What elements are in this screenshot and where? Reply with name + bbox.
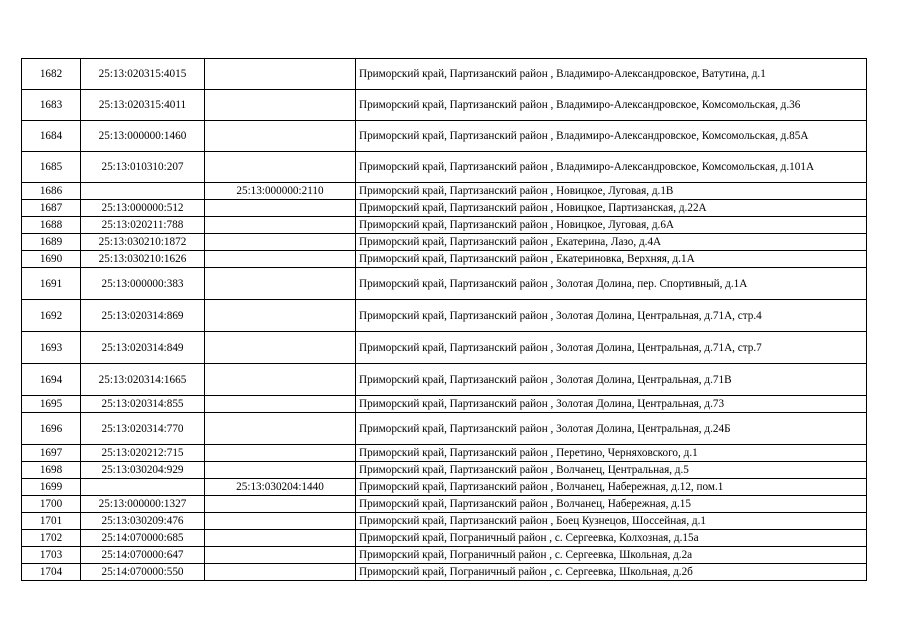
address-cell: Приморский край, Партизанский район , Золотая Долина, пер. Спортивный, д.1А: [356, 268, 867, 300]
related-cadastral-number-cell: [205, 121, 356, 152]
address-cell: Приморский край, Партизанский район , Волчанец, Набережная, д.15: [356, 496, 867, 513]
table-row: [22, 445, 867, 462]
table-row: [22, 234, 867, 251]
cadastral-number-cell: [81, 183, 205, 200]
cadastral-number-cell: 25:13:020314:1665: [81, 364, 205, 396]
table-row: [22, 59, 867, 90]
address-cell: Приморский край, Партизанский район , Владимиро-Александровское, Комсомольская, д.101А: [356, 152, 867, 183]
row-number-cell: 1692: [22, 300, 81, 332]
related-cadastral-number-cell: [205, 90, 356, 121]
cadastral-number-cell: 25:13:030210:1872: [81, 234, 205, 251]
related-cadastral-number-cell: [205, 445, 356, 462]
related-cadastral-number-cell: [205, 234, 356, 251]
table-row: [22, 121, 867, 152]
address-cell: Приморский край, Партизанский район , Золотая Долина, Центральная, д.71А, стр.7: [356, 332, 867, 364]
row-number-cell: 1682: [22, 59, 81, 90]
cadastral-number-cell: [81, 479, 205, 496]
address-cell: Приморский край, Партизанский район , Золотая Долина, Центральная, д.73: [356, 396, 867, 413]
address-cell: Приморский край, Партизанский район , Владимиро-Александровское, Комсомольская, д.36: [356, 90, 867, 121]
row-number-cell: 1684: [22, 121, 81, 152]
table-row: [22, 217, 867, 234]
table-row: [22, 90, 867, 121]
cadastral-number-cell: 25:13:020315:4015: [81, 59, 205, 90]
address-cell: Приморский край, Пограничный район , с. Сергеевка, Школьная, д.2б: [356, 564, 867, 581]
cadastral-number-cell: 25:14:070000:550: [81, 564, 205, 581]
table-row: [22, 200, 867, 217]
row-number-cell: 1687: [22, 200, 81, 217]
address-cell: Приморский край, Партизанский район , Новицкое, Партизанская, д.22А: [356, 200, 867, 217]
address-cell: Приморский край, Партизанский район , Золотая Долина, Центральная, д.71А, стр.4: [356, 300, 867, 332]
table-body: [22, 59, 867, 581]
table-row: [22, 564, 867, 581]
table-row: [22, 396, 867, 413]
related-cadastral-number-cell: 25:13:000000:2110: [205, 183, 356, 200]
row-number-cell: 1688: [22, 217, 81, 234]
cadastral-number-cell: 25:13:000000:512: [81, 200, 205, 217]
cadastral-number-cell: 25:13:020314:849: [81, 332, 205, 364]
table-row: [22, 251, 867, 268]
row-number-cell: 1703: [22, 547, 81, 564]
cadastral-number-cell: 25:13:030209:476: [81, 513, 205, 530]
address-cell: Приморский край, Партизанский район , Владимиро-Александровское, Ватутина, д.1: [356, 59, 867, 90]
cadastral-number-cell: 25:13:020211:788: [81, 217, 205, 234]
related-cadastral-number-cell: [205, 332, 356, 364]
row-number-cell: 1698: [22, 462, 81, 479]
related-cadastral-number-cell: 25:13:030204:1440: [205, 479, 356, 496]
address-cell: Приморский край, Партизанский район , Золотая Долина, Центральная, д.24Б: [356, 413, 867, 445]
cadastral-number-cell: 25:14:070000:647: [81, 547, 205, 564]
related-cadastral-number-cell: [205, 200, 356, 217]
table-row: [22, 364, 867, 396]
table-row: [22, 332, 867, 364]
related-cadastral-number-cell: [205, 268, 356, 300]
related-cadastral-number-cell: [205, 251, 356, 268]
row-number-cell: 1704: [22, 564, 81, 581]
cadastral-number-cell: 25:13:020314:869: [81, 300, 205, 332]
address-cell: Приморский край, Партизанский район , Новицкое, Луговая, д.1В: [356, 183, 867, 200]
address-cell: Приморский край, Партизанский район , Владимиро-Александровское, Комсомольская, д.85А: [356, 121, 867, 152]
cadastral-number-cell: 25:13:030204:929: [81, 462, 205, 479]
cadastral-number-cell: 25:14:070000:685: [81, 530, 205, 547]
row-number-cell: 1683: [22, 90, 81, 121]
row-number-cell: 1685: [22, 152, 81, 183]
related-cadastral-number-cell: [205, 152, 356, 183]
cadastral-number-cell: 25:13:020315:4011: [81, 90, 205, 121]
cadastral-number-cell: 25:13:000000:1327: [81, 496, 205, 513]
related-cadastral-number-cell: [205, 217, 356, 234]
table-row: [22, 183, 867, 200]
address-cell: Приморский край, Партизанский район , Перетино, Черняховского, д.1: [356, 445, 867, 462]
table-row: [22, 300, 867, 332]
cadastral-number-cell: 25:13:020212:715: [81, 445, 205, 462]
cadastral-number-cell: 25:13:010310:207: [81, 152, 205, 183]
row-number-cell: 1694: [22, 364, 81, 396]
table-row: [22, 462, 867, 479]
address-cell: Приморский край, Партизанский район , Екатериновка, Верхняя, д.1А: [356, 251, 867, 268]
cadastral-number-cell: 25:13:020314:855: [81, 396, 205, 413]
related-cadastral-number-cell: [205, 396, 356, 413]
row-number-cell: 1697: [22, 445, 81, 462]
cadastral-number-cell: 25:13:000000:1460: [81, 121, 205, 152]
address-cell: Приморский край, Партизанский район , Волчанец, Центральная, д.5: [356, 462, 867, 479]
address-cell: Приморский край, Пограничный район , с. Сергеевка, Школьная, д.2а: [356, 547, 867, 564]
address-cell: Приморский край, Партизанский район , Екатерина, Лазо, д.4А: [356, 234, 867, 251]
related-cadastral-number-cell: [205, 547, 356, 564]
row-number-cell: 1693: [22, 332, 81, 364]
row-number-cell: 1690: [22, 251, 81, 268]
table-row: [22, 152, 867, 183]
table-row: [22, 513, 867, 530]
table-row: [22, 530, 867, 547]
table-row: [22, 413, 867, 445]
related-cadastral-number-cell: [205, 300, 356, 332]
table-row: [22, 479, 867, 496]
related-cadastral-number-cell: [205, 413, 356, 445]
related-cadastral-number-cell: [205, 59, 356, 90]
related-cadastral-number-cell: [205, 364, 356, 396]
cadastral-number-cell: 25:13:030210:1626: [81, 251, 205, 268]
row-number-cell: 1696: [22, 413, 81, 445]
address-cell: Приморский край, Партизанский район , Золотая Долина, Центральная, д.71В: [356, 364, 867, 396]
row-number-cell: 1699: [22, 479, 81, 496]
table-row: [22, 268, 867, 300]
row-number-cell: 1702: [22, 530, 81, 547]
address-cell: Приморский край, Пограничный район , с. Сергеевка, Колхозная, д.15а: [356, 530, 867, 547]
row-number-cell: 1689: [22, 234, 81, 251]
row-number-cell: 1686: [22, 183, 81, 200]
property-table: [21, 58, 867, 581]
row-number-cell: 1691: [22, 268, 81, 300]
related-cadastral-number-cell: [205, 496, 356, 513]
row-number-cell: 1695: [22, 396, 81, 413]
table-row: [22, 496, 867, 513]
related-cadastral-number-cell: [205, 564, 356, 581]
related-cadastral-number-cell: [205, 530, 356, 547]
related-cadastral-number-cell: [205, 513, 356, 530]
address-cell: Приморский край, Партизанский район , Новицкое, Луговая, д.6А: [356, 217, 867, 234]
row-number-cell: 1700: [22, 496, 81, 513]
address-cell: Приморский край, Партизанский район , Боец Кузнецов, Шоссейная, д.1: [356, 513, 867, 530]
address-cell: Приморский край, Партизанский район , Волчанец, Набережная, д.12, пом.1: [356, 479, 867, 496]
row-number-cell: 1701: [22, 513, 81, 530]
table-row: [22, 547, 867, 564]
cadastral-number-cell: 25:13:000000:383: [81, 268, 205, 300]
related-cadastral-number-cell: [205, 462, 356, 479]
cadastral-number-cell: 25:13:020314:770: [81, 413, 205, 445]
